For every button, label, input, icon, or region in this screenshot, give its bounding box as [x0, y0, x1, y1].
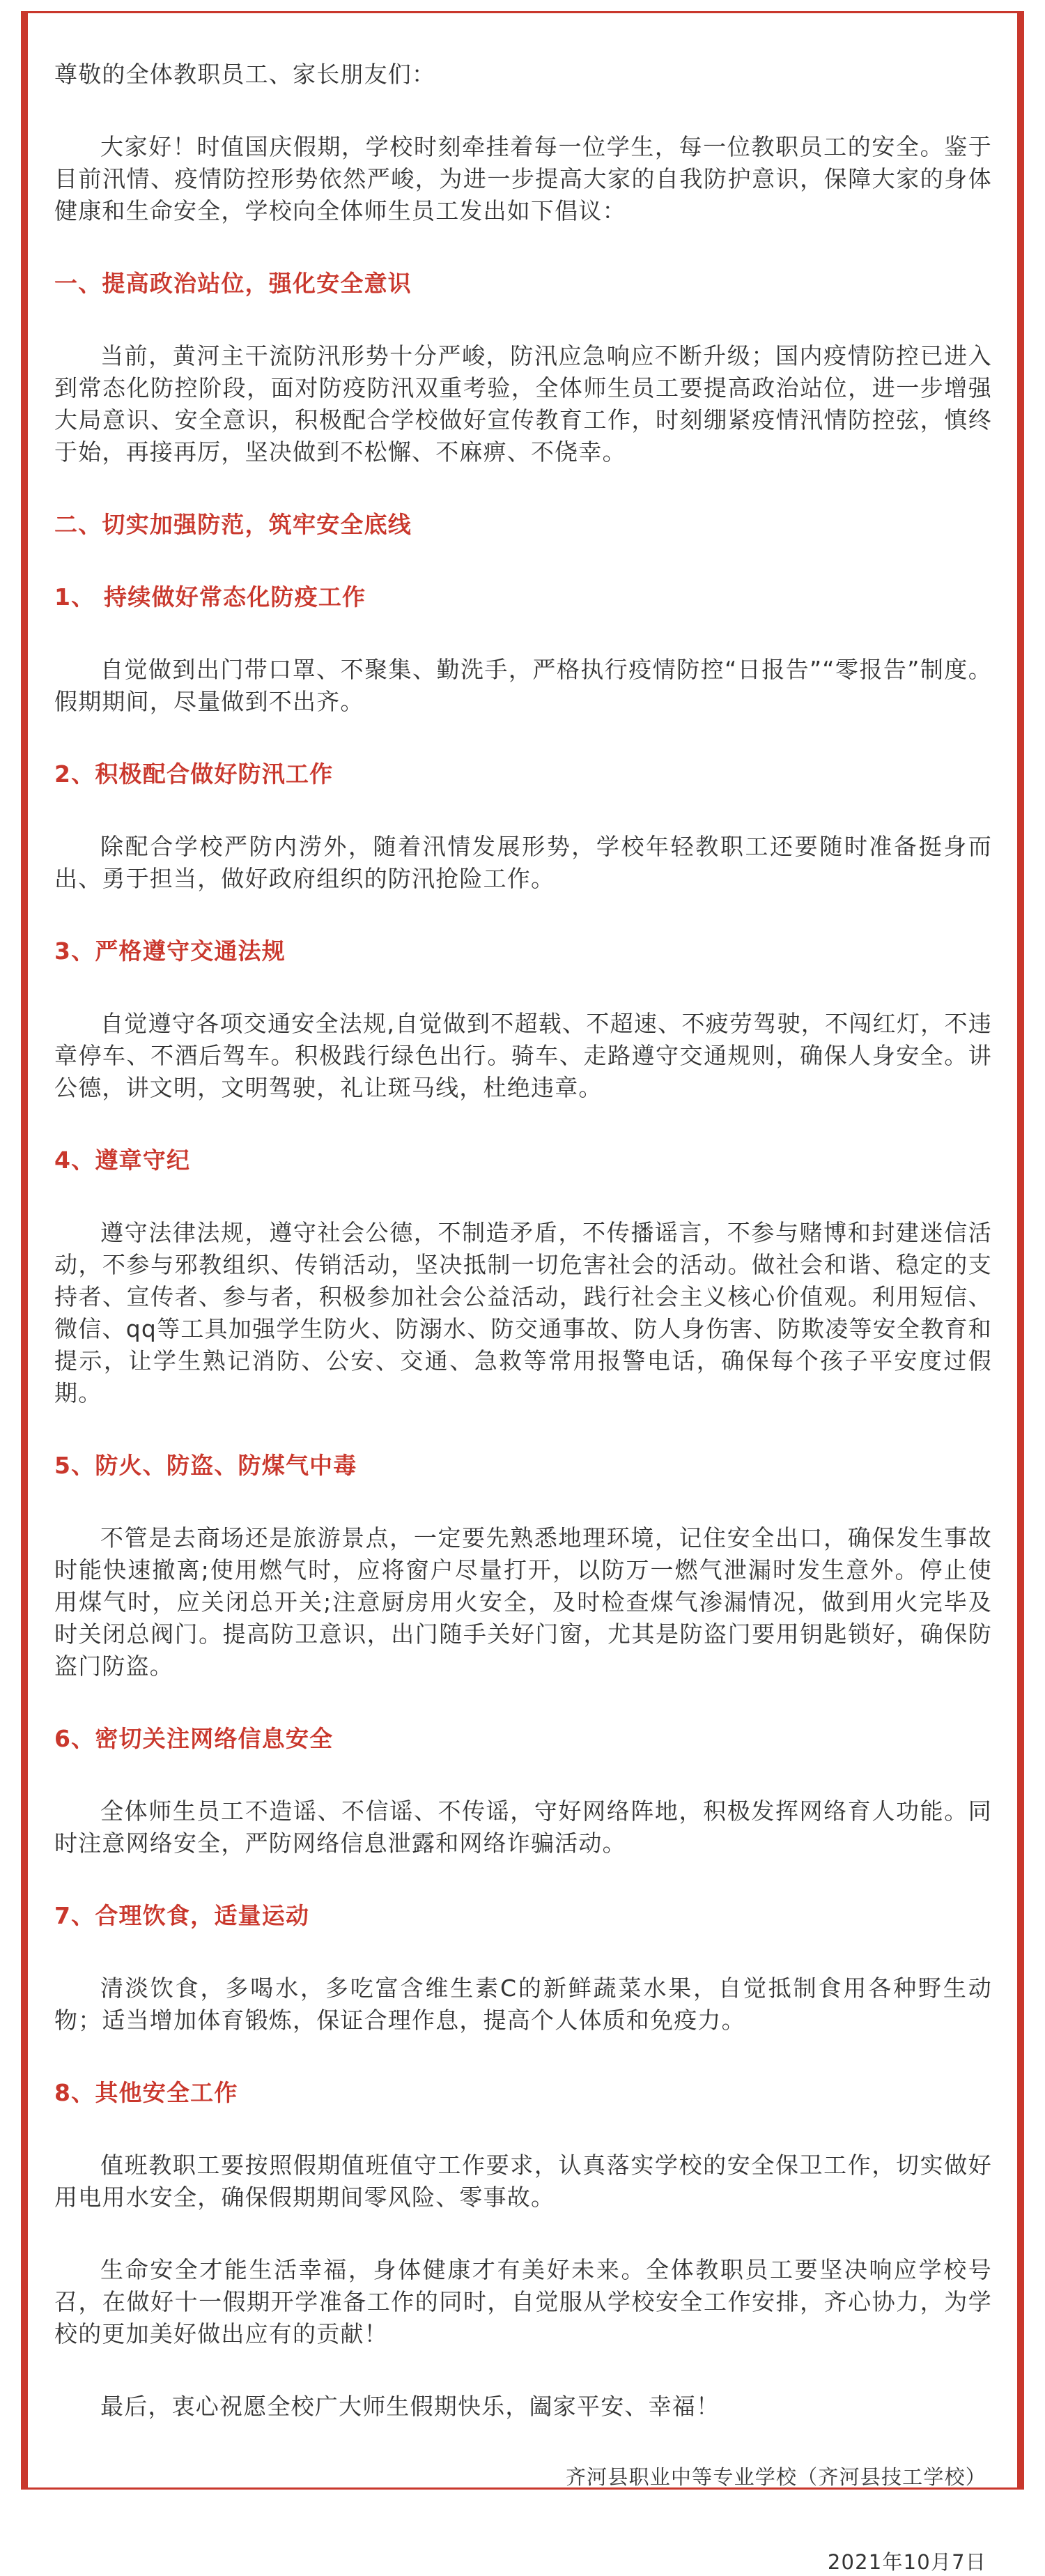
item-paragraph-2: 除配合学校严防内涝外，随着汛情发展形势，学校年轻教职工还要随时准备挺身而出、勇于担当，做好政府组织的防汛抢险工作。: [54, 833, 992, 892]
item-heading-2: 2、积极配合做好防汛工作: [54, 760, 334, 788]
letter-greeting: 尊敬的全体教职员工、家长朋友们：: [54, 61, 436, 88]
item-heading-4: 4、遵章守纪: [54, 1147, 191, 1174]
intro-paragraph: 大家好！时值国庆假期，学校时刻牵挂着每一位学生，每一位教职员工的安全。鉴于目前汛情、疫情防控形势依然严峻，为进一步提高大家的自我防护意识，保障大家的身体健康和生命安全，学校向全体师生员工发出如下倡议：: [54, 133, 992, 224]
item-paragraph-5: 不管是去商场还是旅游景点，一定要先熟悉地理环境，记住安全出口，确保发生事故时能快速撤离;使用燃气时，应将窗户尽量打开，以防万一燃气泄漏时发生意外。停止使用煤气时，应关闭总开关;注意厨房用火安全，及时检查煤气渗漏情况，做到用火完毕及时关闭总阀门。提高防卫意识，出门随手关好门窗，尤其是防盗门要用钥匙锁好，确保防盗门防盗。: [54, 1524, 992, 1680]
closing-paragraph: 生命安全才能生活幸福，身体健康才有美好未来。全体教职员工要坚决响应学校号召，在做好十一假期开学准备工作的同时，自觉服从学校安全工作安排，齐心协力，为学校的更加美好做出应有的贡献！: [54, 2256, 992, 2347]
section-heading-2: 二、切实加强防范，筑牢安全底线: [54, 511, 412, 538]
item-heading-7: 7、合理饮食，适量运动: [54, 1902, 310, 1929]
item-paragraph-8: 值班教职工要按照假期值班值守工作要求，认真落实学校的安全保卫工作，切实做好用电用水安全，确保假期期间零风险、零事故。: [54, 2152, 992, 2211]
letter-body: [54, 59, 992, 2576]
wishes-paragraph: 最后，衷心祝愿全校广大师生假期快乐，阖家平安、幸福！: [100, 2393, 720, 2420]
item-heading-3: 3、严格遵守交通法规: [54, 937, 286, 965]
school-signature: 齐河县职业中等专业学校（齐河县技工学校）: [565, 2465, 986, 2489]
section-paragraph-1: 当前，黄河主干流防汛形势十分严峻，防汛应急响应不断升级；国内疫情防控已进入到常态化防控阶段，面对防疫防汛双重考验，全体师生员工要提高政治站位，进一步增强大局意识、安全意识，积极配合学校做好宣传教育工作，时刻绷紧疫情汛情防控弦，慎终于始，再接再厉，坚决做到不松懈、不麻痹、不侥幸。: [54, 342, 992, 466]
item-heading-5: 5、防火、防盗、防煤气中毒: [54, 1452, 357, 1479]
section-heading-1: 一、提高政治站位，强化安全意识: [54, 270, 412, 297]
item-heading-8: 8、其他安全工作: [54, 2079, 238, 2106]
item-heading-6: 6、密切关注网络信息安全: [54, 1725, 334, 1752]
item-paragraph-4: 遵守法律法规，遵守社会公德，不制造矛盾，不传播谣言，不参与赌博和封建迷信活动，不参与邪教组织、传销活动，坚决抵制一切危害社会的活动。做社会和谐、稳定的支持者、宣传者、参与者，积极参加社会公益活动，践行社会主义核心价值观。利用短信、微信、qq等工具加强学生防火、防溺水、防交通事故、防人身伤害、防欺凌等安全教育和提示，让学生熟记消防、公安、交通、急救等常用报警电话，确保每个孩子平安度过假期。: [54, 1219, 992, 1406]
item-paragraph-1: 自觉做到出门带口罩、不聚集、勤洗手，严格执行疫情防控“日报告”“零报告”制度。假期期间，尽量做到不出齐。: [54, 656, 992, 715]
item-paragraph-6: 全体师生员工不造谣、不信谣、不传谣，守好网络阵地，积极发挥网络育人功能。同时注意网络安全，严防网络信息泄露和网络诈骗活动。: [54, 1797, 992, 1857]
item-paragraph-3: 自觉遵守各项交通安全法规,自觉做到不超载、不超速、不疲劳驾驶，不闯红灯，不违章停车、不酒后驾车。积极践行绿色出行。骑车、走路遵守交通规则，确保人身安全。讲公德，讲文明，文明驾驶，礼让斑马线，杜绝违章。: [54, 1010, 992, 1101]
item-heading-1: 1、 持续做好常态化防疫工作: [54, 583, 366, 611]
item-paragraph-7: 清淡饮食，多喝水，多吃富含维生素C的新鲜蔬菜水果，自觉抵制食用各种野生动物；适当增加体育锻炼，保证合理作息，提高个人体质和免疫力。: [54, 1975, 992, 2034]
letter-date: 2021年10月7日: [827, 2550, 986, 2574]
